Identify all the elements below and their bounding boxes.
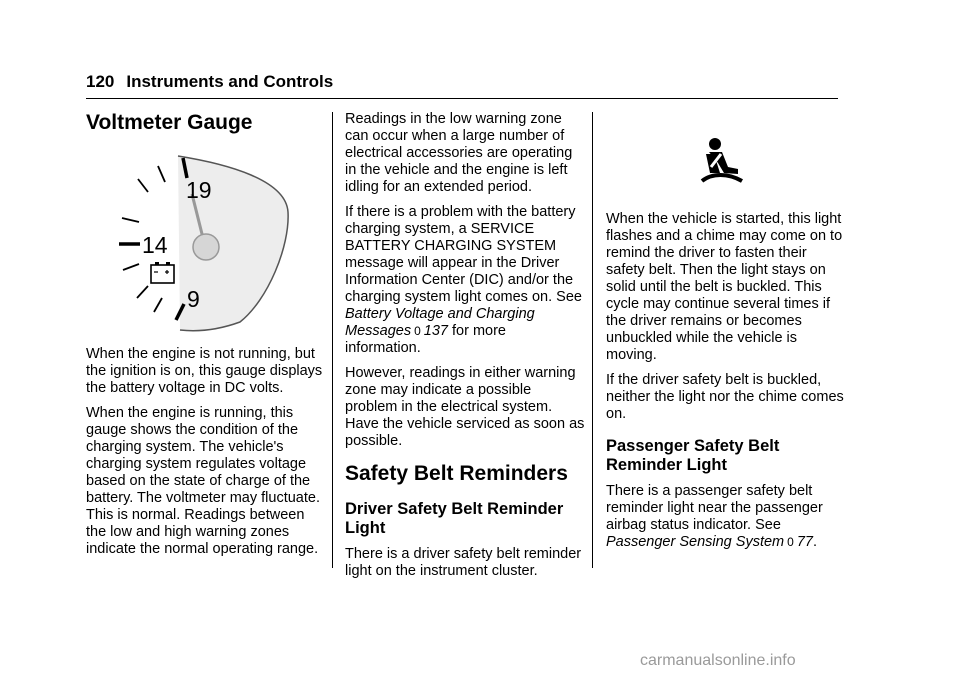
belt-light-paragraph: When the vehicle is started, this light flashes and a chime may come on to remind the driver to fasten their safety belt. Then the light stays on solid until the belt is buckled. This cycle may continue several times if the driver remains or becomes unbuckled while the vehicle is moving. bbox=[606, 211, 843, 363]
passenger-belt-paragraph: There is a passenger safety belt reminder light near the passenger airbag status indicator. See Passenger Sensing System 0 77. bbox=[606, 483, 823, 550]
voltmeter-paragraph-1: When the engine is not running, but the ignition is on, this gauge displays the battery voltage in DC volts. bbox=[86, 346, 323, 396]
page-header bbox=[86, 72, 333, 92]
seatbelt-icon bbox=[698, 137, 746, 183]
passenger-sensing-link[interactable]: Passenger Sensing System bbox=[606, 534, 785, 550]
column-divider-2 bbox=[592, 112, 593, 568]
warning-zone-paragraph: However, readings in either warning zone may indicate a possible problem in the electrical system. Have the vehicle serviced as soon as possible. bbox=[345, 365, 585, 449]
charging-problem-paragraph: If there is a problem with the battery charging system, a SERVICE BATTERY CHARGING SYSTEM message will appear in the Driver Information Center (DIC) and/or the charging system light comes on. See Battery Voltage and Charging Messages 0 137 for more information. bbox=[345, 204, 582, 356]
passenger-page-ref[interactable]: 77 bbox=[796, 534, 813, 550]
driver-belt-heading: Driver Safety Belt Reminder Light bbox=[345, 500, 564, 537]
gauge-tick-minor bbox=[122, 218, 139, 222]
driver-belt-paragraph: There is a driver safety belt reminder light on the instrument cluster. bbox=[345, 546, 582, 579]
column-1-text bbox=[86, 346, 326, 566]
page-number: 120 bbox=[86, 72, 115, 91]
passenger-belt-heading: Passenger Safety Belt Reminder Light bbox=[606, 437, 780, 474]
gauge-tick-minor bbox=[138, 179, 148, 192]
gauge-tick-minor bbox=[137, 286, 148, 298]
header-rule bbox=[86, 98, 838, 99]
safety-belt-reminders-heading: Safety Belt Reminders bbox=[345, 462, 568, 485]
gauge-hub bbox=[193, 234, 219, 260]
low-warning-paragraph: Readings in the low warning zone can occur when a large number of electrical accessories are operating in the vehicle and the engine is left idling for an extended period. bbox=[345, 111, 573, 195]
gauge-tick-minor bbox=[154, 298, 162, 312]
voltmeter-gauge-illustration bbox=[108, 150, 294, 335]
battery-page-ref[interactable]: 137 bbox=[423, 323, 448, 339]
voltmeter-paragraph-2: When the engine is running, this gauge shows the condition of the charging system. The vehicle's charging system regulates voltage based on the state of charge of the battery. The voltmeter may fluctuate. This is normal. Readings between the low and high warning zones indicate the normal operating range. bbox=[86, 405, 320, 557]
battery-voltage-link[interactable]: Battery Voltage and Charging Messages bbox=[345, 306, 535, 339]
section-title: Instruments and Controls bbox=[126, 72, 334, 91]
gauge-label-19: 19 bbox=[186, 177, 212, 203]
page-ref-symbol: 0 bbox=[787, 535, 794, 549]
column-2-text bbox=[345, 111, 585, 588]
column-divider-1 bbox=[332, 112, 333, 568]
battery-icon bbox=[151, 262, 174, 283]
gauge-label-14: 14 bbox=[142, 232, 168, 258]
gauge-tick-minor bbox=[158, 166, 165, 182]
gauge-tick-minor bbox=[123, 264, 139, 270]
voltmeter-gauge-heading: Voltmeter Gauge bbox=[86, 111, 253, 134]
page-ref-symbol: 0 bbox=[414, 324, 421, 338]
column-3-text bbox=[606, 211, 846, 559]
belt-buckled-paragraph: If the driver safety belt is buckled, neither the light nor the chime comes on. bbox=[606, 372, 844, 422]
gauge-label-9: 9 bbox=[187, 286, 200, 312]
watermark: carmanualsonline.info bbox=[640, 652, 796, 669]
